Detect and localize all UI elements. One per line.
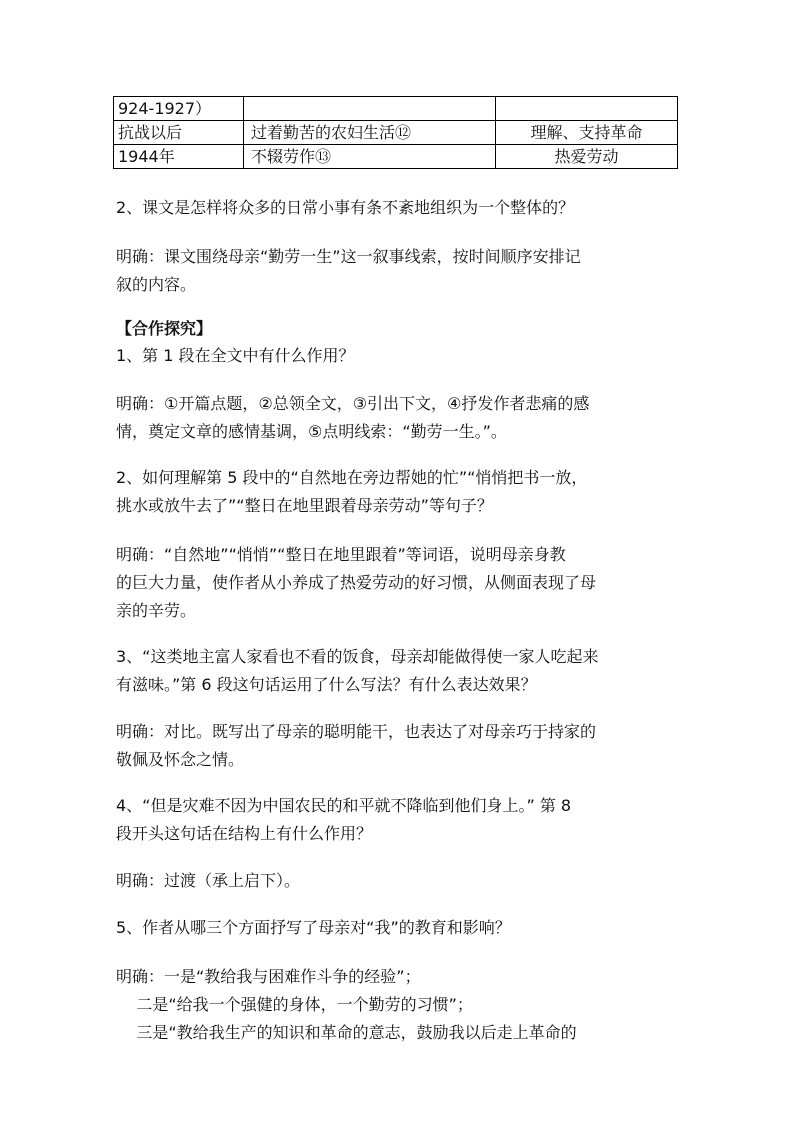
section-heading: 【合作探究】 bbox=[116, 319, 213, 338]
question-text: 挑水或放牛去了”“整日在地里跟着母亲劳动”等句子？ bbox=[116, 496, 493, 515]
answer-text: 明确：“自然地”“悄悄”“整日在地里跟着”等词语，说明母亲身教 bbox=[116, 545, 566, 564]
table-cell-attitude: 热爱劳动 bbox=[496, 145, 678, 169]
answer-text: 情，奠定文章的感情基调，⑤点明线索：“勤劳一生。”。 bbox=[116, 422, 507, 441]
question-text: 3、“这类地主富人家看也不看的饭食，母亲却能做得使一家人吃起来 bbox=[116, 647, 599, 666]
question-text: 1、第 1 段在全文中有什么作用？ bbox=[116, 346, 355, 365]
table-cell-period: 924-1927） bbox=[114, 97, 244, 121]
table-cell-period: 1944年 bbox=[114, 145, 244, 169]
answer-text: 的巨大力量，使作者从小养成了热爱劳动的好习惯，从侧面表现了母 bbox=[116, 573, 597, 592]
table-cell-life bbox=[244, 97, 496, 121]
question-text: 2、课文是怎样将众多的日常小事有条不紊地组织为一个整体的？ bbox=[116, 198, 575, 217]
table-cell-attitude: 理解、支持革命 bbox=[496, 121, 678, 145]
answer-text: 明确：①开篇点题，②总领全文，③引出下文，④抒发作者悲痛的感 bbox=[116, 394, 590, 413]
answer-text: 敬佩及怀念之情。 bbox=[116, 750, 245, 769]
question-text: 5、作者从哪三个方面抒写了母亲对“我”的教育和影响？ bbox=[116, 918, 511, 937]
table-row bbox=[114, 145, 678, 169]
table-cell-life: 过着勤苦的农妇生活⑫ bbox=[244, 121, 496, 145]
answer-text: 叙的内容。 bbox=[116, 275, 197, 294]
question-text: 有滋味。”第 6 段这句话运用了什么写法？有什么表达效果？ bbox=[116, 675, 537, 694]
question-text: 2、如何理解第 5 段中的“自然地在旁边帮她的忙”“悄悄把书一放， bbox=[116, 468, 588, 487]
table-cell-period: 抗战以后 bbox=[114, 121, 244, 145]
answer-text: 亲的辛劳。 bbox=[116, 601, 197, 620]
table-row bbox=[114, 97, 678, 121]
question-text: 4、“但是灾难不因为中国农民的和平就不降临到他们身上。” 第 8 bbox=[116, 796, 572, 815]
answer-text: 三是“教给我生产的知识和革命的意志，鼓励我以后走上革命的 bbox=[116, 1023, 577, 1042]
timeline-table bbox=[113, 96, 678, 169]
answer-text: 明确：课文围绕母亲“勤劳一生”这一叙事线索，按时间顺序安排记 bbox=[116, 247, 581, 266]
answer-text: 明确：过渡（承上启下）。 bbox=[116, 871, 301, 890]
answer-text: 二是“给我一个强健的身体，一个勤劳的习惯”； bbox=[116, 995, 473, 1014]
answer-text: 明确：对比。既写出了母亲的聪明能干，也表达了对母亲巧于持家的 bbox=[116, 722, 597, 741]
table-row bbox=[114, 121, 678, 145]
question-text: 段开头这句话在结构上有什么作用？ bbox=[116, 824, 373, 843]
answer-text: 明确：一是“教给我与困难作斗争的经验”； bbox=[116, 967, 421, 986]
table-cell-life: 不辍劳作⑬ bbox=[244, 145, 496, 169]
table-cell-attitude bbox=[496, 97, 678, 121]
